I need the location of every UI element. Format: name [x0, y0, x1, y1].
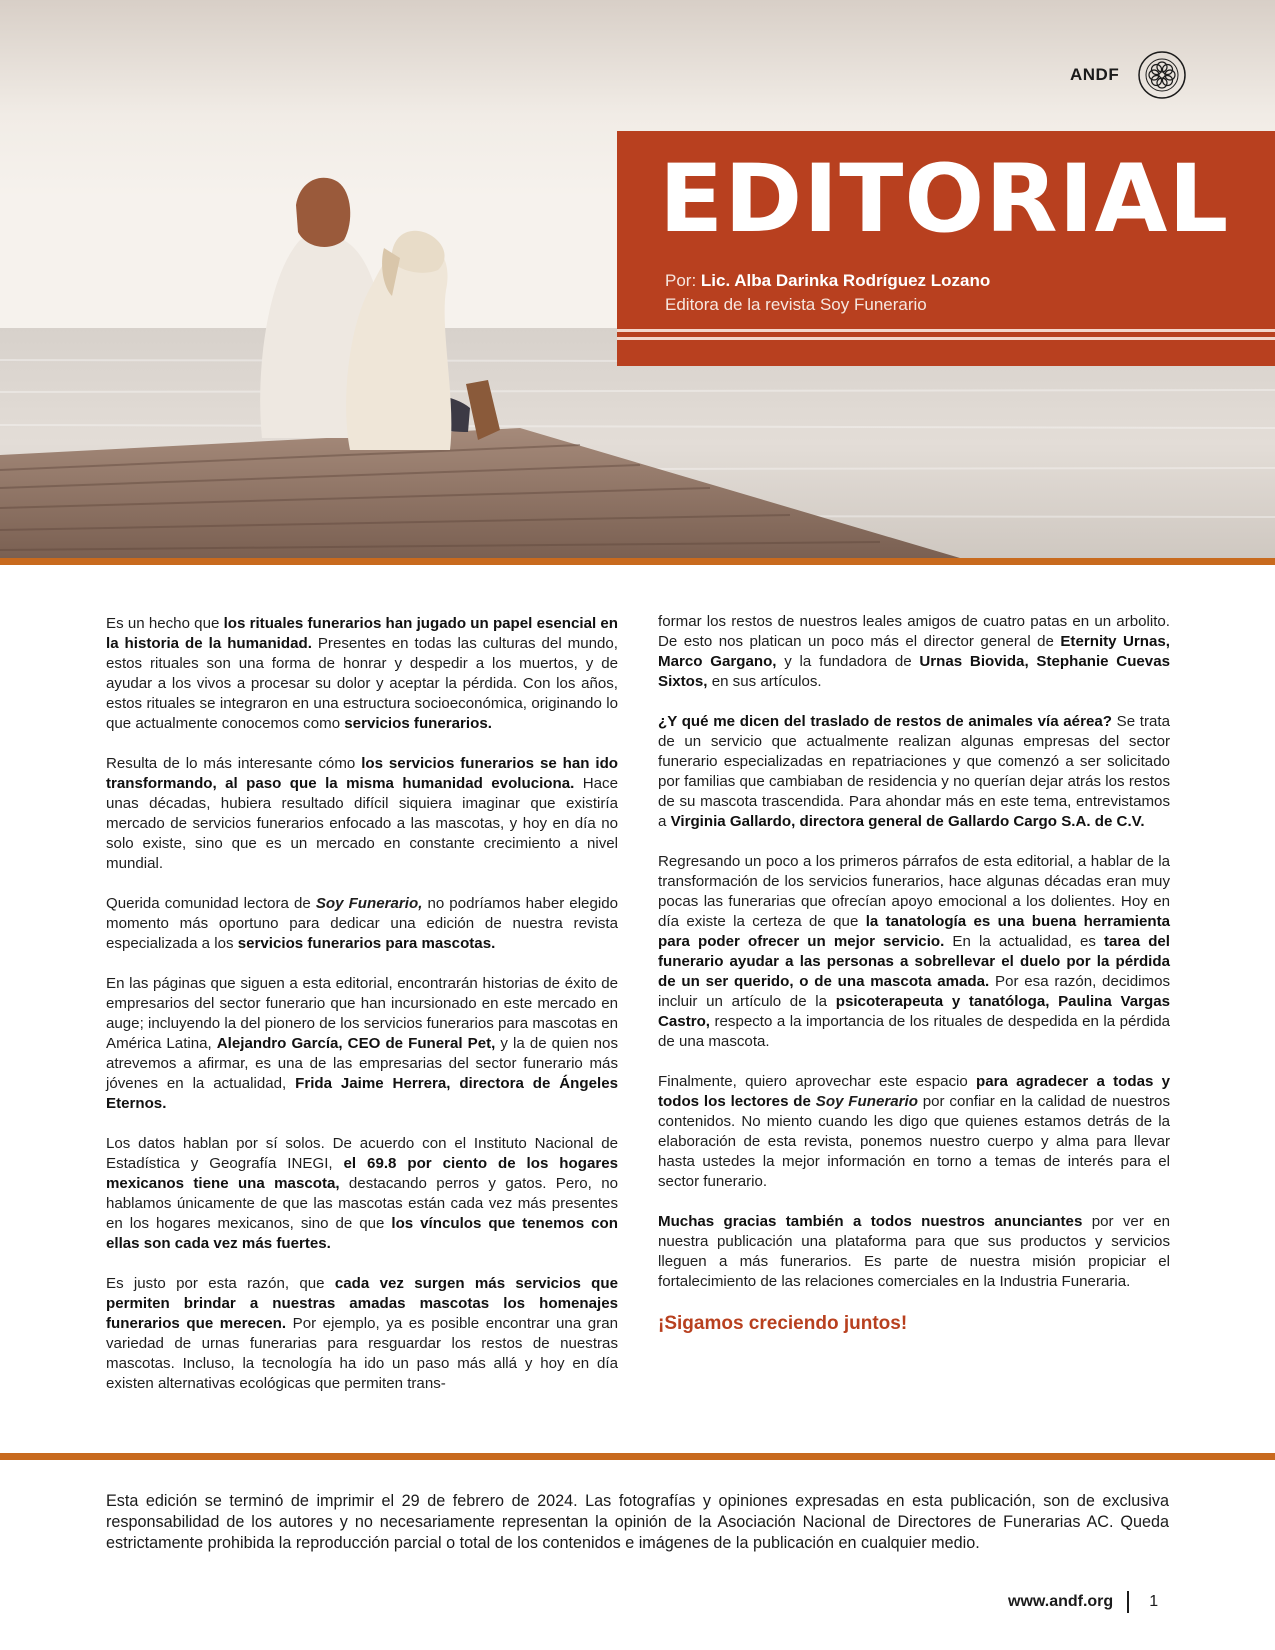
top-orange-rule — [0, 558, 1275, 565]
body-paragraph — [106, 1134, 618, 1254]
text-run: por confiar en la calidad de nuestros contenidos. No miento cuando les digo que quienes estamos detrás de la elaboración de esta revista, ponemos nuestro cuerpo y alma para llevar hasta ustedes la mejor información en torno a temas de interés para el sector funerario. — [658, 1093, 1170, 1190]
body-paragraph — [106, 614, 618, 734]
bold-run: ¿Y qué me dicen del traslado de restos de animales vía aérea? — [658, 713, 1112, 730]
text-run: Regresando un poco a los primeros párrafos de esta editorial, a hablar de la transformación de los servicios funerarios, hace algunas décadas eran muy pocas las funerarias que ofrecían apoyo emocional a los dolientes. Hoy en día existe la certeza de que — [658, 853, 1170, 930]
footer-divider — [1127, 1591, 1129, 1613]
body-paragraph — [106, 1274, 618, 1394]
bold-run: servicios funerarios para mascotas. — [237, 935, 496, 952]
byline-prefix: Por: — [665, 271, 701, 290]
text-run: Hace unas décadas, hubiera resultado difícil siquiera imaginar que existiría mercado de servicios funerarios enfocado a las mascotas, y hoy en día no solo existe, sino que es un mercado en constante crecimiento a nivel mundial. — [106, 775, 618, 872]
text-run: En las páginas que siguen a esta editorial, encontrarán historias de éxito de empresarios del sector funerario que han incursionado en este mercado en auge; incluyendo la del pionero de los servicios funerarios para mascotas en América Latina, — [106, 975, 618, 1052]
bold-run: tarea del funerario ayudar a las personas a sobrellevar el duelo por la pérdida de un ser querido, o de una mascota amada. — [658, 933, 1170, 990]
bold-run: Eternity Urnas, Marco Gargano, — [658, 633, 1170, 670]
bold-run: Urnas Biovida, Stephanie Cuevas Sixtos, — [658, 653, 1170, 690]
bold-run: Muchas gracias también a todos nuestros anunciantes — [658, 1213, 1083, 1230]
bold-run: Alejandro García, CEO de Funeral Pet, — [216, 1035, 496, 1052]
bold-run: Frida Jaime Herrera, directora de Ángeles Eternos. — [106, 1075, 619, 1112]
bold-run: los vínculos que tenemos con ellas son cada vez más fuertes. — [106, 1215, 618, 1252]
text-run: respecto a la importancia de los rituales de despedida en la pérdida de una mascota. — [658, 1013, 1170, 1050]
byline — [665, 269, 990, 317]
body-paragraph — [658, 712, 1170, 832]
bold-run: los servicios funerarios se han ido transformando, al paso que la misma humanidad evoluciona. — [106, 755, 619, 792]
page-number: 1 — [1149, 1593, 1159, 1610]
title-stripes — [617, 329, 1275, 345]
text-run: no podríamos haber elegido momento más oportuno para dedicar una edición de nuestra revista especializada a los — [106, 895, 618, 952]
brand — [1070, 50, 1187, 100]
text-run: Por esa razón, decidimos incluir un artículo de la — [658, 973, 1171, 1010]
body-paragraph — [106, 894, 618, 954]
body-paragraph — [106, 974, 618, 1114]
byline-author: Lic. Alba Darinka Rodríguez Lozano — [700, 271, 991, 290]
body-paragraph — [106, 754, 618, 874]
bold-run: psicoterapeuta y tanatóloga, Paulina Vargas Castro, — [658, 993, 1171, 1030]
right-paragraphs — [658, 612, 1170, 1292]
page-footer — [1008, 1591, 1158, 1613]
italic-run: Soy Funerario — [815, 1093, 918, 1110]
text-run: en sus artículos. — [707, 673, 822, 690]
italic-run: Soy Funerario, — [315, 895, 423, 912]
text-run: Se trata de un servicio que actualmente realizan algunas empresas del sector funerario especializadas en repatriaciones y que comenzó a ser solicitado por familias que cambiaban de residencia y no querían dejar atrás los restos de su mascota trascendida. Para ahondar más en este tema, entrevistamos a — [658, 713, 1170, 830]
byline-role: Editora de la revista Soy Funerario — [665, 295, 927, 314]
text-run: Presentes en todas las culturas del mundo, estos rituales son una forma de honrar y despedir a los muertos, y de ayudar a los vivos a procesar su dolor y aceptar la pérdida. Con los años, estos rituales se integraron en una estructura socioeconómica, originando lo que actualmente conocemos como — [106, 635, 618, 732]
editorial-title-box — [617, 131, 1275, 366]
page-title: EDITORIAL — [659, 145, 1230, 254]
body-paragraph — [658, 1072, 1170, 1192]
website-link[interactable]: www.andf.org — [1008, 1593, 1114, 1610]
text-run: Resulta de lo más interesante cómo — [106, 755, 362, 772]
bold-run: para agradecer a todas y todos los lectores de — [658, 1073, 1170, 1110]
andf-seal-icon — [1137, 50, 1187, 100]
brand-name: ANDF — [1070, 65, 1120, 84]
bold-run: cada vez surgen más servicios que permiten brindar a nuestras amadas mascotas los homenajes funerarios que merecen. — [106, 1275, 619, 1332]
body-paragraph — [658, 852, 1170, 1052]
bold-run: el 69.8 por ciento de los hogares mexicanos tiene una mascota, — [106, 1155, 619, 1192]
closing-line: ¡Sigamos creciendo juntos! — [658, 1313, 908, 1334]
bold-run: Virginia Gallardo, directora general de Gallardo Cargo S.A. de C.V. — [670, 813, 1145, 830]
text-run: Querida comunidad lectora de — [106, 895, 316, 912]
body-paragraph — [658, 1212, 1170, 1292]
text-run: Finalmente, quiero aprovechar este espacio — [658, 1073, 976, 1090]
bold-run: la tanatología es una buena herramienta para poder ofrecer un mejor servicio. — [658, 913, 1170, 950]
text-run: Los datos hablan por sí solos. De acuerdo con el Instituto Nacional de Estadística y Geografía INEGI, — [106, 1135, 618, 1172]
bold-run: los rituales funerarios han jugado un papel esencial en la historia de la humanidad. — [106, 615, 618, 652]
text-run: En la actualidad, es — [944, 933, 1104, 950]
text-run: y la de quien nos atrevemos a afirmar, es una de las empresarias del sector funerario más jóvenes en la actualidad, — [106, 1035, 618, 1092]
text-run: Es justo por esta razón, que — [106, 1275, 335, 1292]
text-run: por ver en nuestra publicación una plataforma para que sus productos y servicios lleguen a más funerarios. Es parte de nuestra misión propiciar el fortalecimiento de las relaciones comerciales en la Industria Funeraria. — [658, 1213, 1170, 1290]
text-run: y la fundadora de — [776, 653, 920, 670]
bold-run: servicios funerarios. — [344, 715, 492, 732]
print-disclaimer: Esta edición se terminó de imprimir el 29 de febrero de 2024. Las fotografías y opiniones expresadas en esta publicación, son de exclusiva responsabilidad de los autores y no necesariamente representan la opinión de la Asociación Nacional de Directores de Funerarias AC. Queda estrictamente prohibida la reproducción parcial o total de los contenidos e imágenes de la publicación en cualquier medio. — [106, 1492, 1169, 1552]
body-column-left — [106, 614, 618, 1414]
body-paragraph — [658, 612, 1170, 692]
bottom-orange-rule — [0, 1453, 1275, 1460]
text-run: Por ejemplo, ya es posible encontrar una gran variedad de urnas funerarias para resguardar los restos de nuestras mascotas. Incluso, la tecnología ha ido un paso más allá y hoy en día existen alternativas ecológicas que permiten trans- — [106, 1315, 618, 1392]
text-run: destacando perros y gatos. Pero, no hablamos únicamente de que las mascotas están cada vez más presentes en los hogares mexicanos, sino de que — [106, 1175, 618, 1232]
text-run: Es un hecho que — [106, 615, 224, 632]
text-run: formar los restos de nuestros leales amigos de cuatro patas en un arbolito. De esto nos platican un poco más el director general de — [658, 613, 1170, 650]
body-column-right — [658, 612, 1170, 1336]
